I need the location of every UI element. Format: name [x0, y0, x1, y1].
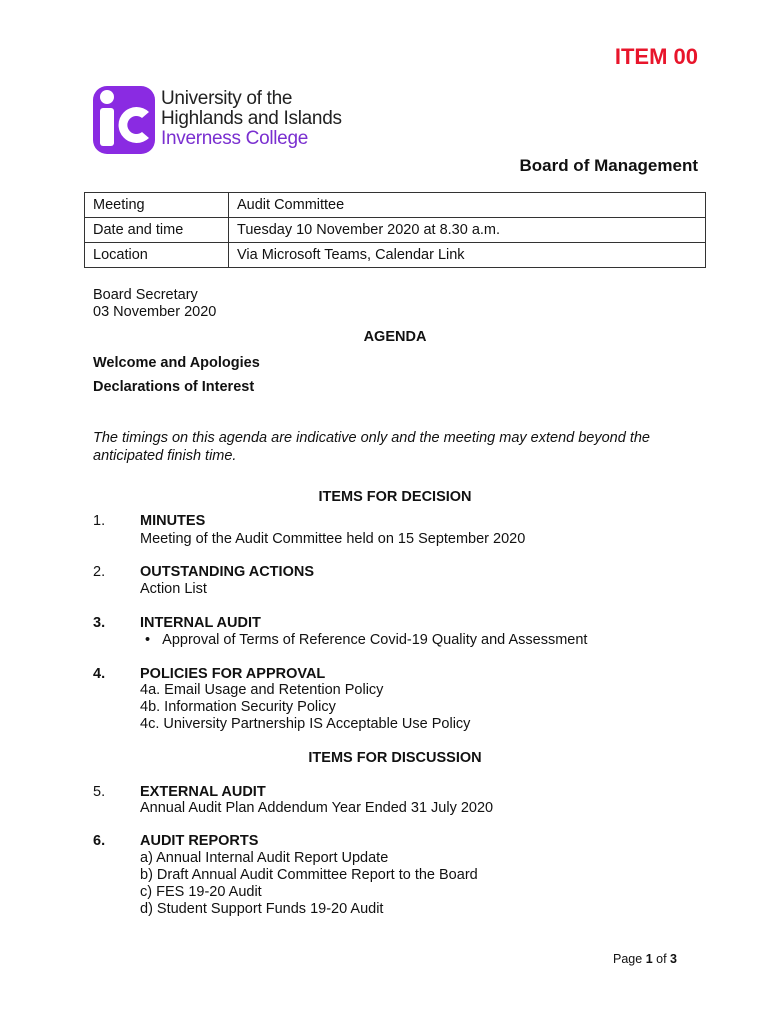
item-6-line-a: a) Annual Internal Audit Report Update — [140, 850, 389, 866]
item-5-number: 5. — [93, 784, 106, 800]
logo-wordmark — [161, 89, 342, 149]
page-footer — [613, 952, 677, 966]
item-6-title: AUDIT REPORTS — [140, 833, 259, 849]
item-1-line: Meeting of the Audit Committee held on 15 September 2020 — [140, 531, 526, 547]
item-3-title: INTERNAL AUDIT — [140, 615, 261, 631]
item-number-tag: ITEM 00 — [614, 44, 698, 69]
item-4-line-c: 4c. University Partnership IS Acceptable Use Policy — [140, 716, 471, 732]
item-4-line-a: 4a. Email Usage and Retention Policy — [140, 682, 384, 698]
total-pages: 3 — [670, 952, 677, 966]
item-1-title: MINUTES — [140, 513, 206, 529]
secretary-name: Board Secretary — [93, 287, 198, 303]
table-row — [85, 218, 706, 243]
secretary-date: 03 November 2020 — [93, 304, 217, 320]
item-2-line: Action List — [140, 581, 207, 597]
logo-line-1: University of the — [161, 88, 293, 109]
item-3-bullet — [145, 632, 587, 648]
meeting-details-table — [84, 192, 706, 268]
item-6-line-c: c) FES 19-20 Audit — [140, 884, 262, 900]
meeting-label: Meeting — [85, 193, 229, 218]
item-2-title: OUTSTANDING ACTIONS — [140, 564, 314, 580]
table-row — [85, 243, 706, 268]
date-value: Tuesday 10 November 2020 at 8.30 a.m. — [229, 218, 706, 243]
timing-note: The timings on this agenda are indicative only and the meeting may extend beyond the anticipated finish time. — [93, 430, 650, 464]
page-word: Page — [613, 952, 643, 966]
item-3-number: 3. — [93, 615, 106, 631]
ic-logo-icon — [93, 86, 155, 154]
current-page: 1 — [645, 952, 653, 966]
item-4-line-b: 4b. Information Security Policy — [140, 699, 336, 715]
location-value: Via Microsoft Teams, Calendar Link — [229, 243, 706, 268]
logo-line-3: Inverness College — [161, 128, 308, 149]
of-word: of — [656, 952, 667, 966]
college-logo — [93, 86, 363, 156]
discussion-heading: ITEMS FOR DISCUSSION — [308, 750, 482, 766]
item-5-line: Annual Audit Plan Addendum Year Ended 31 July 2020 — [140, 800, 494, 816]
table-row — [85, 193, 706, 218]
item-4-number: 4. — [93, 666, 106, 682]
item-4-title: POLICIES FOR APPROVAL — [140, 666, 326, 682]
logo-line-2: Highlands and Islands — [161, 108, 342, 129]
item-3-bullet-text: Approval of Terms of Reference Covid-19 Quality and Assessment — [162, 632, 588, 648]
secretary-block — [93, 287, 216, 321]
bullet-icon: • — [145, 632, 151, 648]
meeting-value: Audit Committee — [229, 193, 706, 218]
item-5-title: EXTERNAL AUDIT — [140, 784, 266, 800]
board-title: Board of Management — [519, 156, 698, 175]
welcome-heading: Welcome and Apologies — [93, 355, 260, 371]
date-label: Date and time — [85, 218, 229, 243]
declarations-heading: Declarations of Interest — [93, 379, 255, 395]
item-6-line-b: b) Draft Annual Audit Committee Report to the Board — [140, 867, 478, 883]
item-1-number: 1. — [93, 513, 106, 529]
item-6-number: 6. — [93, 833, 106, 849]
decision-heading: ITEMS FOR DECISION — [318, 489, 472, 505]
item-6-line-d: d) Student Support Funds 19-20 Audit — [140, 901, 384, 917]
location-label: Location — [85, 243, 229, 268]
agenda-heading: AGENDA — [363, 329, 427, 345]
item-2-number: 2. — [93, 564, 106, 580]
